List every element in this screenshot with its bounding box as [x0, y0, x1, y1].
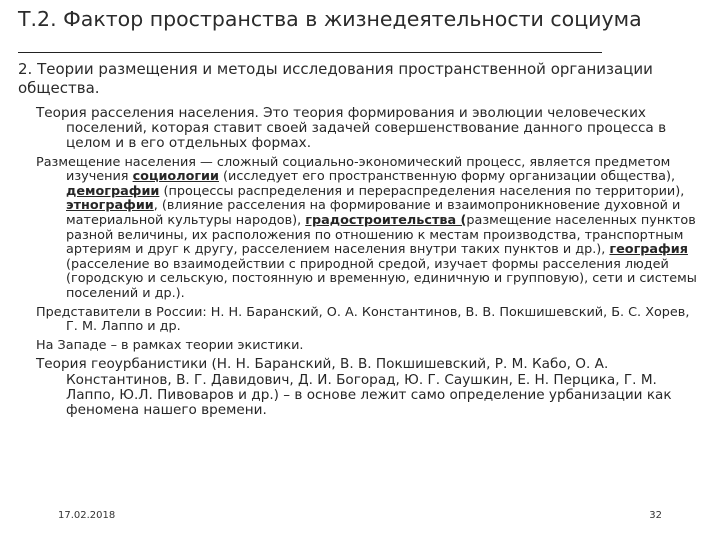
text-segment: (расселение во взаимодействии с природной средой, изучает формы расселения людей (городскую и сельскую, постоянную и временную, единичную и групповую), сети и системы поселений и др.).	[66, 256, 697, 301]
slide-title: Т.2. Фактор пространства в жизнедеятельности социума	[18, 7, 642, 31]
term-sociology-link[interactable]: социологии	[132, 169, 219, 185]
text-segment: (исследует его пространственную форму организации общества),	[218, 169, 676, 185]
paragraph-geourbanistics: Теория геоурбанистики (Н. Н. Баранский, В. В. Покшишевский, Р. М. Кабо, О. А. Константинов, В. Г. Давидович, Д. И. Богорад, Ю. Г. Саушкин, Е. Н. Перцика, Г. М. Лаппо, Ю.Л. Пивоваров и др.) – в основе лежит само определение урбанизации как феномена нашего времени.	[36, 356, 672, 418]
paragraph-population-placement	[36, 156, 704, 302]
text-segment: размещение населенных пунктов разной величины, их расположения по отношению к местам производства, транспортным артериям и друг к другу, расселением населения внутри таких пунктов и др.),	[66, 212, 696, 258]
text-segment: , (влияние расселения на формирование и взаимопроникновение духовной и материальной культуры народов),	[66, 198, 681, 228]
term-geography-link[interactable]: география	[609, 242, 688, 258]
paragraph-settlement-theory: Теория расселения населения. Это теория формирования и эволюции человеческих поселений, которая ставит своей задачей совершенствование данного процесса в целом и в его отдельных формах.	[36, 105, 667, 152]
term-urban-planning-link[interactable]: градостроительства (	[305, 212, 467, 228]
slide-body	[36, 106, 704, 422]
term-demography-link[interactable]: демографии	[66, 183, 160, 199]
slide-date: 17.02.2018	[58, 510, 116, 521]
paragraph-russian-representatives: Представители в России: Н. Н. Баранский, О. А. Константинов, В. В. Покшишевский, Б. С. Хорев, Г. М. Лаппо и др.	[36, 304, 690, 335]
text-segment: Размещение населения — сложный социально-экономический процесс, является предметом изучения	[36, 154, 671, 185]
slide-page-number: 32	[649, 510, 662, 521]
paragraph-western-ekistics: На Западе – в рамках теории экистики.	[36, 337, 304, 353]
text-segment: (процессы распределения и перераспределения населения по территории),	[159, 183, 685, 199]
slide-subtitle: 2. Теории размещения и методы исследования пространственной организации общества.	[18, 60, 653, 97]
term-ethnography-link[interactable]: этнографии	[66, 198, 154, 214]
title-underline	[18, 52, 602, 53]
